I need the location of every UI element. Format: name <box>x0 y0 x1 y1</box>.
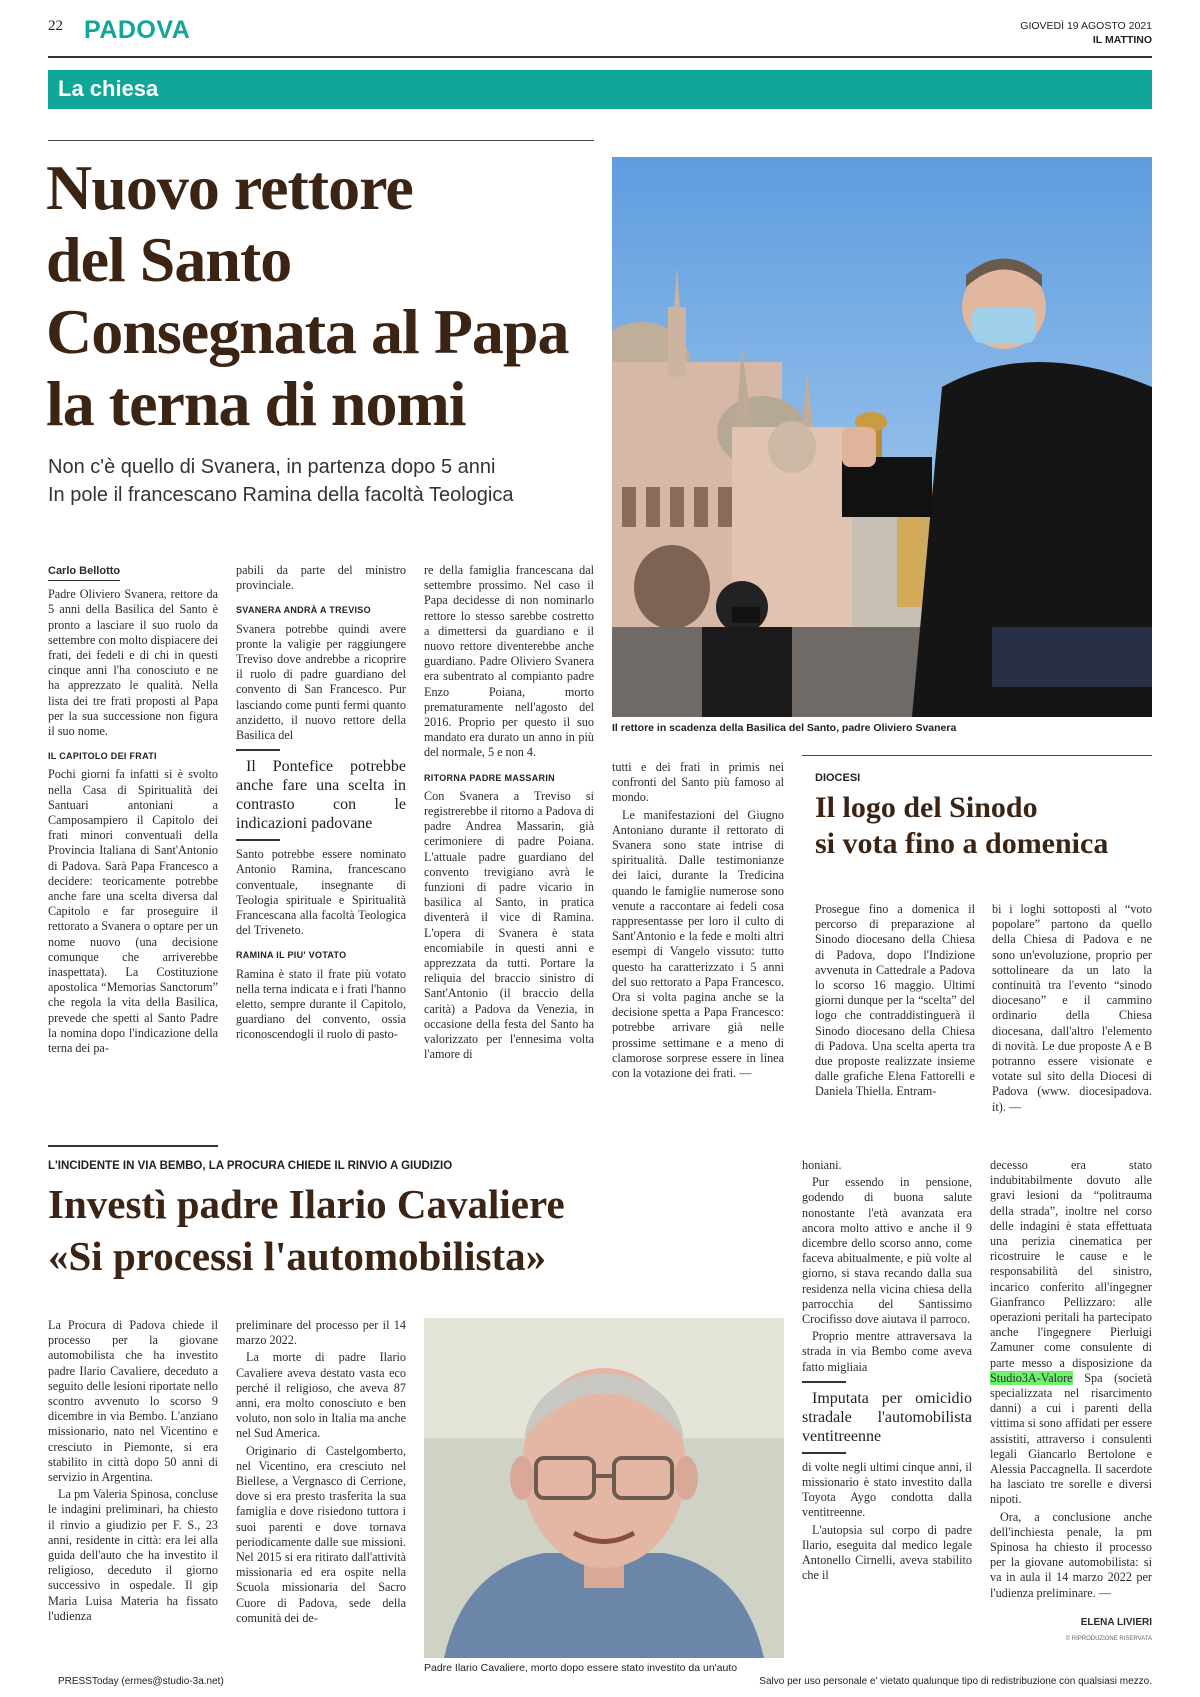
basilica-photo-caption: Il rettore in scadenza della Basilica del Santo, padre Oliviero Svanera <box>612 722 957 734</box>
pull-quote-rule <box>802 1381 846 1383</box>
portrait-photo-caption: Padre Ilario Cavaliere, morto dopo essere stato investito da un'auto <box>424 1662 738 1674</box>
subheading: IL CAPITOLO DEI FRATI <box>48 751 157 762</box>
paragraph: Proprio mentre attraversava la strada in via Bembo come aveva fatto migliaia <box>802 1329 972 1374</box>
paragraph: pabili da parte del ministro provinciale. <box>236 563 406 593</box>
footer-right: Salvo per uso personale e' vietato qualunque tipo di redistribuzione con qualsiasi mezzo. <box>759 1676 1152 1687</box>
article1-col1 <box>48 563 218 1058</box>
subhead-line: Non c'è quello di Svanera, in partenza dopo 5 anni <box>48 456 496 478</box>
pull-quote-rule <box>802 1452 846 1454</box>
article3-col3 <box>802 1158 972 1585</box>
article3-author: ELENA LIVIERI <box>1080 1616 1152 1628</box>
article3-headline <box>48 1178 788 1282</box>
paragraph <box>990 1158 1152 1508</box>
highlighted-name: Studio3A-Valore <box>990 1370 1073 1385</box>
paragraph: preliminare del processo per il 14 marzo 2022. <box>236 1318 406 1348</box>
article3-col4 <box>990 1158 1152 1647</box>
pull-quote-rule <box>236 749 280 751</box>
pull-quote: Il Pontefice potrebbe anche fare una scelta in contrasto con le indicazioni padovane <box>236 758 406 833</box>
article1-col3 <box>424 563 594 1065</box>
article1-top-rule <box>48 140 594 141</box>
page-number: 22 <box>48 18 63 34</box>
paragraph: Ora, a conclusione anche dell'inchiesta penale, la pm Spinosa ha chiesto il processo per la giovane automobilista: si va in aula il 14 marzo 2022 per l'udienza preliminare. — <box>990 1509 1152 1600</box>
paragraph-text: decesso era stato indubitabilmente dovuto alle gravi lesioni da “politrauma della strada”, inoltre nel corso delle indagini è stata effettuata una perizia cinematica per ricostruire le cause e le responsabilità del sinistro, incarico conferito all'ingegner Gianfranco Pellizzaro: alle operazioni peritali ha partecipato anche l'ingegnere Pierluigi Zamuner come consulente di parte messo a disposizione da <box>990 1158 1152 1370</box>
paragraph: Le manifestazioni del Giugno Antoniano durante il rettorato di Svanera sono state intrise di spiritualità. Dalle testimonianze dei laici, durante la Tredicina quando le famiglie numerose sono venute a raccontare ai fedeli cosa rappresentasse per loro il culto di Sant'Antonio e la fede e molti altri esempi di Vangelo vissuto: tutto questo ha caratterizzato i 5 anni del suo rettorato a Papa Francesco. Ora si volta pagina anche se la decisione spetta a Papa Francesco: potrebbe arrivare già nelle prossime settimane e a meno di clamorose sorprese essere in linea con la votazione dei frati. — <box>612 807 784 1081</box>
paragraph: Santo potrebbe essere nominato Antonio Ramina, francescano conventuale, insegnante di Teologia spirituale e Spiritualità Francescana alla facoltà Teologica del Triveneto. <box>236 847 406 938</box>
section-title: PADOVA <box>84 16 191 44</box>
basilica-photo <box>612 157 1152 717</box>
paragraph: Pochi giorni fa infatti si è svolto nella Casa di Spiritualità dei Santuari antoniani a Camposampiero il Capitolo dei frati minori conventuali della Provincia Italiana di Sant'Antonio di Padova. Sarà Papa Francesco a decidere: teoricamente potrebbe anche fare una scelta diversa dal Capitolo e far proseguire il rettorato a Svanera o optare per un nome nuovo (una decisione comunque che arriverebbe inaspettata). La Costituzione apostolica “Memorias Sanctorum” che regola la vita della Basilica, prevede che spetti al Santo Padre la nomina dopo l'indicazione della terna dei pa- <box>48 767 218 1056</box>
paragraph: L'autopsia sul corpo di padre Ilario, eseguita dal medico legale Antonello Cirnelli, aveva stabilito che il <box>802 1522 972 1583</box>
paragraph: honiani. <box>802 1158 842 1172</box>
pull-quote-rule <box>236 839 280 841</box>
article3-kicker: L'INCIDENTE IN VIA BEMBO, LA PROCURA CHIEDE IL RINVIO A GIUDIZIO <box>48 1160 453 1172</box>
paragraph: bi i loghi sottoposti al “voto popolare” partono da quello della Chiesa di Padova e ne sono un'evoluzione, proprio per sottolineare da un lato la continuità tra l'evento “sinodo diocesano” e il cammino ordinario della Chiesa diocesana, dall'altro l'elemento di novità. Le due proposte A e B potranno essere visionate e votate sul sito della Diocesi di Padova (www. diocesipadova. it). — <box>992 902 1152 1114</box>
subheading: SVANERA ANDRÀ A TREVISO <box>236 605 371 616</box>
paragraph: di volte negli ultimi cinque anni, il missionario è stato investito dalla Toyota Aygo condotta dalla ventitreenne. <box>802 1459 972 1520</box>
portrait-image <box>424 1318 784 1658</box>
paragraph-text: Spa (società specializzata nel risarcimento danni) a cui i parenti della vittima si sono affidati per essere assistiti, attraverso i consulenti legali Giancarlo Bertolone e Alessia Paccagnella. Il sacerdote ha lasciato tre sorelle e diversi nipoti. <box>990 1370 1152 1507</box>
pull-quote: Imputata per omicidio stradale l'automobilista ventitreenne <box>802 1389 972 1445</box>
subhead-line: In pole il francescano Ramina della facoltà Teologica <box>48 484 514 506</box>
portrait-photo <box>424 1318 784 1658</box>
paragraph: Originario di Castelgomberto, nel Vicentino, era cresciuto nel Biellese, a Vergnasco di Cerrione, dove si era presto trasferita la sua famiglia e dove risiedono tuttora i suoi parenti e dove tornava periodicamente dalle sue missioni. Nel 2015 si era ritirato dall'attività missionaria ed era ospite nella Scuola missionaria del Sacro Cuore di Padova, sede della comunità dei de- <box>236 1443 406 1625</box>
article1-col4 <box>612 760 784 1083</box>
headline-line: Nuovo rettore <box>46 152 413 223</box>
headline-line: «Si processi l'automobilista» <box>48 1233 547 1279</box>
subheading: RITORNA PADRE MASSARIN <box>424 772 555 783</box>
headline-line: la terna di nomi <box>46 368 466 439</box>
paragraph: La pm Valeria Spinosa, concluse le indagini preliminari, ha chiesto il rinvio a giudizio per F. S., 23 anni, residente in città: era lei alla guida dell'auto che ha investito il religioso, deceduto il giorno successivo in ospedale. Il gip Maria Luisa Materia ha fissato l'udienza <box>48 1487 218 1623</box>
headline-line: Investì padre Ilario Cavaliere <box>48 1181 565 1227</box>
paragraph: Pur essendo in pensione, godendo di buona salute nonostante l'età avanzata era ancora molto attivo e anche il 9 dicembre dello scorso anno, come faceva abitualmente, e più volte al giorno, si stava recando dalla sua residenza nella vicina chiesa della parrocchia del Santissimo Crocifisso dove aiutava il parroco. <box>802 1175 972 1327</box>
article1-headline <box>46 152 606 440</box>
headline-line: del Santo <box>46 224 292 295</box>
basilica-image <box>612 157 1152 717</box>
headline-line: Consegnata al Papa <box>46 296 569 367</box>
footer-left: PRESSToday (ermes@studio-3a.net) <box>58 1676 224 1687</box>
headline-line: si vota fino a domenica <box>815 827 1109 860</box>
header-paper: IL MATTINO <box>1092 34 1152 46</box>
paragraph: Padre Oliviero Svanera, rettore da 5 anni della Basilica del Santo è pronto a lasciare il suo ruolo da settembre con molto dispiacere dei frati, dei fedeli e di chi in questi cinque anni l'ha conosciuto e ne ha apprezzato le qualità. Nella lista dei tre frati proposti al Papa per la sua successione non figura il suo nome. <box>48 587 218 739</box>
paragraph: Ramina è stato il frate più votato nella terna indicata e i frati l'hanno eletto, sempre durante il Capitolo, guardiano del convento, ossia riconoscendogli il ruolo di pasto- <box>236 966 406 1042</box>
article2-headline <box>815 790 1155 862</box>
article1-col2 <box>236 563 406 1045</box>
band-label: La chiesa <box>58 76 159 101</box>
header-rule <box>48 56 1152 58</box>
paragraph: La morte di padre Ilario Cavaliere aveva destato vasta eco perché il religioso, che aveva 87 anni, era molto conosciuto e ben voluto, non solo in Italia ma anche nel Sud America. <box>236 1350 406 1441</box>
header-date: GIOVEDÌ 19 AGOSTO 2021 <box>1020 20 1152 32</box>
article2-col1 <box>815 902 975 1102</box>
headline-line: Il logo del Sinodo <box>815 791 1038 824</box>
article3-col2 <box>236 1318 406 1628</box>
article1-author: Carlo Bellotto <box>48 564 120 581</box>
article2-top-rule <box>802 755 1152 756</box>
copyright-note: © RIPRODUZIONE RISERVATA <box>1065 1636 1152 1643</box>
article2-col2 <box>992 902 1152 1117</box>
paragraph: tutti e dei frati in primis nei confronti del Santo più famoso al mondo. <box>612 760 784 805</box>
paragraph: re della famiglia francescana dal settembre prossimo. Nel caso il Papa decidesse di non nominarlo rettore lo stesso sarebbe costretto a dimettersi da guardiano e il nuovo rettore diventerebbe anche guardiano. Padre Oliviero Svanera era subentrato al compianto padre Enzo Poiana, morto prematuramente nell'agosto del 2016. Proprio per questo il suo mandato era durato un anno in più del normale, 5 e non 4. <box>424 563 594 760</box>
paragraph: Con Svanera a Treviso si registrerebbe il ritorno a Padova di padre Andrea Massarin, già cerimoniere di padre Poiana. L'attuale padre guardiano del convento trevigiano avrà le funzioni di padre vicario in basilica al Santo, in pratica diventerà il vice di Ramina. L'opera di Svanera è stata encomiabile in questi anni e apprezzata da tutti. Portare la reliquia del braccio sinistro di Sant'Antonio (il braccio della carità) a Padova da Venezia, in occasione della festa del Santo ha valorizzato per l'ennesima volta l'amore di <box>424 788 594 1062</box>
paragraph: Svanera potrebbe quindi avere pronte la valigie per raggiungere Treviso dove andrebbe a ricoprire il ruolo di padre guardiano del convento di San Francesco. Pur lasciando come punti fermi quanto anzidetto, il nuovo rettore della Basilica del <box>236 621 406 743</box>
paragraph: La Procura di Padova chiede il processo per la giovane automobilista che ha investito padre Ilario Cavaliere, deceduto a seguito delle lesioni riportate nello scontro avvenuto lo scorso 9 dicembre in via Bembo. L'anziano missionario, nato nel Vicentino e cresciuto in Piemonte, si era stabilito in città dopo 50 anni di servizio in Argentina. <box>48 1318 218 1485</box>
article2-kicker: DIOCESI <box>815 772 861 784</box>
subheading: RAMINA IL PIU' VOTATO <box>236 950 347 961</box>
article3-top-rule <box>48 1145 218 1147</box>
paragraph: Prosegue fino a domenica il percorso di preparazione al Sinodo diocesano della Chiesa di Padova, dopo l'Indizione avvenuta in Cattedrale a Padova lo scorso 16 maggio. Ultimi giorni dunque per la “scelta” del logo che contraddistinguerà il Sinodo diocesano della Chiesa di Padova. Una scelta aperta tra due proposte realizzate insieme dalle grafiche Elena Fattorelli e Daniela Thiella. Entram- <box>815 902 975 1099</box>
section-band <box>48 70 1152 109</box>
article1-subhead <box>48 453 608 509</box>
article3-col1 <box>48 1318 218 1626</box>
